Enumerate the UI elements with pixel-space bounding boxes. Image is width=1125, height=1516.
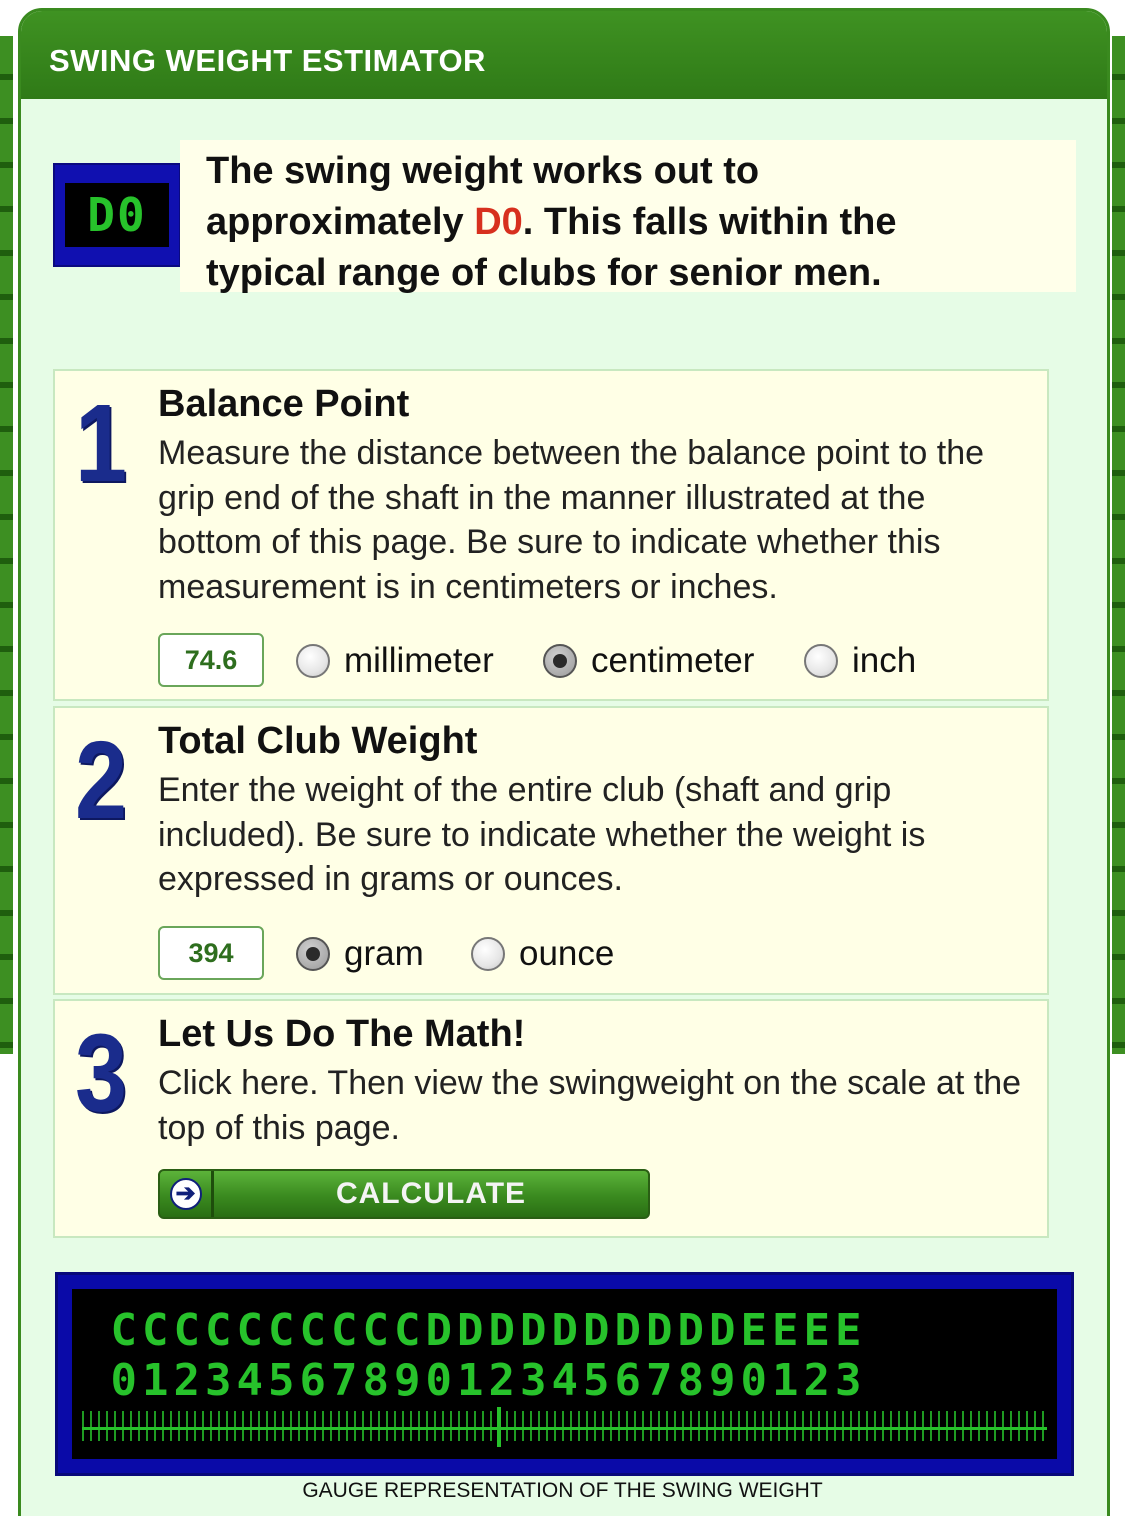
gauge-letter-3: C [205,1305,232,1356]
gauge-position-marker [497,1407,501,1447]
gauge-letter-21: E [772,1305,799,1356]
radio-inch[interactable] [804,641,916,681]
led-badge-screen [65,183,169,247]
gauge-letter-17: D [646,1305,673,1356]
gauge-letter-4: C [236,1305,263,1356]
gauge-digit-17: 7 [646,1355,673,1406]
radio-inch-label[interactable]: inch [852,641,917,680]
gauge-digit-4: 4 [236,1355,263,1406]
right-green-strip [1112,36,1125,1054]
gauge-digit-9: 9 [394,1355,421,1406]
step-description-balance-point: Measure the distance between the balance point to the grip end of the shaft in the manner illustrated at the bottom of this page. Be sure to indicate whether this measurement is in centimeters or inches. [158,434,985,606]
gauge-letter-2: C [173,1305,200,1356]
radio-gram[interactable] [296,934,424,974]
calculate-button[interactable] [158,1169,650,1219]
gauge-digit-18: 8 [677,1355,704,1406]
gauge-letter-13: D [520,1305,547,1356]
gauge-letter-14: D [551,1305,578,1356]
result-swing-weight-value: D0 [474,201,523,243]
gauge-digit-10: 0 [425,1355,452,1406]
club-weight-input[interactable] [158,926,264,980]
gauge-letter-19: D [709,1305,736,1356]
gauge-digit-1: 1 [142,1355,169,1406]
result-line-2-prefix: approximately [206,201,475,243]
radio-centimeter[interactable] [543,641,754,681]
swing-weight-led-badge [53,163,181,267]
gauge-digit-20: 0 [740,1355,767,1406]
radio-gram-control[interactable] [296,937,330,971]
gauge-digit-8: 8 [362,1355,389,1406]
led-badge-value: D0 [87,188,147,242]
gauge-digit-7: 7 [331,1355,358,1406]
gauge-digit-14: 4 [551,1355,578,1406]
gauge-digit-13: 3 [520,1355,547,1406]
gauge-letter-12: D [488,1305,515,1356]
radio-ounce-control[interactable] [471,937,505,971]
gauge-letter-1: C [142,1305,169,1356]
gauge-letter-22: E [803,1305,830,1356]
result-line-3: typical range of clubs for senior men. [206,252,882,294]
result-line-1: The swing weight works out to [206,150,760,192]
gauge-caption: GAUGE REPRESENTATION OF THE SWING WEIGHT [302,1479,823,1502]
gauge-digit-6: 6 [299,1355,326,1406]
radio-millimeter[interactable] [296,641,494,681]
gauge-digit-23: 3 [835,1355,862,1406]
step-description-total-club-weight: Enter the weight of the entire club (shaft and grip included). Be sure to indicate whether the weight is expressed in grams or ounces. [158,771,926,898]
radio-inch-control[interactable] [804,644,838,678]
gauge-letter-row [108,1305,864,1356]
gauge-letter-23: E [835,1305,862,1356]
gauge-letter-5: C [268,1305,295,1356]
gauge-digit-0: 0 [110,1355,137,1406]
gauge-digit-19: 9 [709,1355,736,1406]
left-green-strip [0,36,13,1054]
gauge-letter-10: D [425,1305,452,1356]
gauge-letter-8: C [362,1305,389,1356]
calculate-button-icon-wrap[interactable] [160,1171,214,1217]
radio-centimeter-label[interactable]: centimeter [591,641,755,680]
gauge-digit-11: 1 [457,1355,484,1406]
panel-header [21,11,1107,99]
gauge-letter-11: D [457,1305,484,1356]
gauge-digit-16: 6 [614,1355,641,1406]
calculate-button-label[interactable]: CALCULATE [335,1177,527,1210]
gauge-digit-2: 2 [173,1355,200,1406]
radio-ounce[interactable] [471,934,614,974]
radio-ounce-label[interactable]: ounce [519,934,615,973]
gauge-letter-16: D [614,1305,641,1356]
gauge-letter-18: D [677,1305,704,1356]
arrow-right-icon[interactable]: ➔ [170,1178,202,1210]
step-balance-point [53,369,1049,701]
result-line-2-suffix: . This falls within the [522,201,897,243]
result-message [206,146,1076,299]
step-title-balance-point: Balance Point [158,383,410,425]
gauge-letter-0: C [110,1305,137,1356]
gauge-digit-row [108,1355,864,1406]
step-number-3: 3 [75,1012,128,1135]
radio-millimeter-label[interactable]: millimeter [344,641,494,680]
gauge-letter-6: C [299,1305,326,1356]
result-line-2 [206,197,1076,248]
gauge-letter-9: C [394,1305,421,1356]
radio-centimeter-control[interactable] [543,644,577,678]
gauge-digit-22: 2 [803,1355,830,1406]
gauge-digit-12: 2 [488,1355,515,1406]
gauge-letter-7: C [331,1305,358,1356]
step-number-2: 2 [75,719,128,842]
gauge-digit-15: 5 [583,1355,610,1406]
balance-point-input[interactable] [158,633,264,687]
gauge-digit-21: 1 [772,1355,799,1406]
gauge-scale-line [82,1427,1047,1430]
step-total-club-weight [53,706,1049,995]
result-message-box [180,140,1076,292]
radio-gram-label[interactable]: gram [344,934,424,973]
step-description-calculate: Click here. Then view the swingweight on the scale at the top of this page. [158,1064,1022,1147]
gauge-digit-5: 5 [268,1355,295,1406]
swing-weight-gauge [55,1272,1074,1476]
gauge-screen [72,1289,1057,1459]
step-number-1: 1 [75,382,128,505]
gauge-letter-15: D [583,1305,610,1356]
gauge-tick-scale [82,1411,1047,1441]
gauge-digit-3: 3 [205,1355,232,1406]
panel-title: SWING WEIGHT ESTIMATOR [49,43,486,78]
step-calculate [53,999,1049,1238]
gauge-letter-20: E [740,1305,767,1356]
step-title-total-club-weight: Total Club Weight [158,720,478,762]
step-title-calculate: Let Us Do The Math! [158,1013,526,1055]
radio-millimeter-control[interactable] [296,644,330,678]
